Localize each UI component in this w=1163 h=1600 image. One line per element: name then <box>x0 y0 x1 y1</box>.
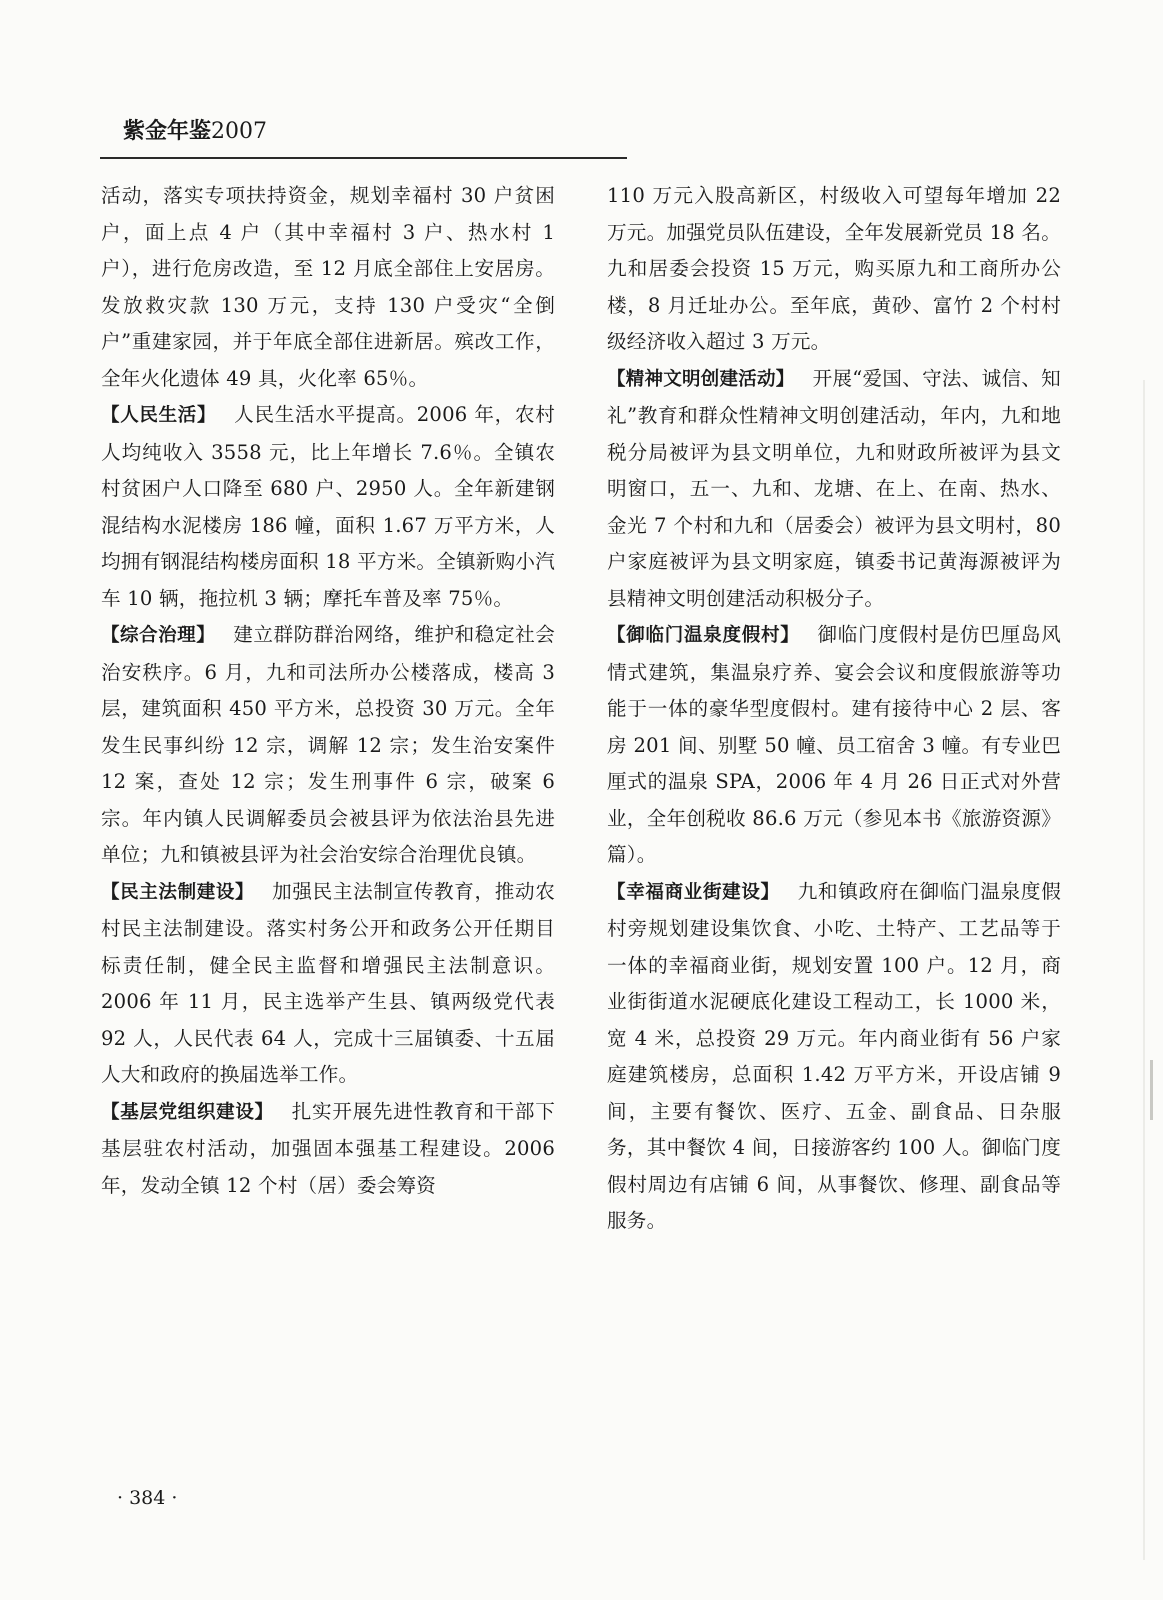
section-keyword: 【人民生活】 <box>101 405 217 426</box>
paragraph-text: 开展“爱国、守法、诚信、知礼”教育和群众性精神文明创建活动，年内，九和地税分局被评为县文明单位，九和财政所被评为县文明窗口，五一、九和、龙塘、在上、在南、热水、金光 7 个村和九和（居委会）被评为县文明村，80 户家庭被评为县文明家庭，镇委书记黄海源被评为县精神文明创建活动积极分子。 <box>607 366 1061 610</box>
right-column <box>607 178 1061 1240</box>
paragraph <box>101 617 555 874</box>
section-keyword: 【御临门温泉度假村】 <box>607 625 800 646</box>
paragraph-text: 建立群防群治网络，维护和稳定社会治安秩序。6 月，九和司法所办公楼落成，楼高 3 层，建筑面积 450 平方米，总投资 30 万元。全年发生民事纠纷 12 宗，调解 12 宗；发生治安案件 12 案，查处 12 宗；发生刑事件 6 宗，破案 6 宗。年内镇人民调解委员会被县评为依法治县先进单位；九和镇被县评为社会治安综合治理优良镇。 <box>101 623 556 866</box>
paragraph-text: 人民生活水平提高。2006 年，农村人均纯收入 3558 元，比上年增长 7.6％。全镇农村贫困户人口降至 680 户、2950 人。全年新建钢混结构水泥楼房 186 幢，面积 1.67 万平方米，人均拥有钢混结构楼房面积 18 平方米。全镇新购小汽车 10 辆，拖拉机 3 辆；摩托车普及率 75％。 <box>101 403 555 610</box>
paragraph <box>607 361 1061 618</box>
paragraph-text: 加强民主法制宣传教育，推动农村民主法制建设。落实村务公开和政务公开任期目标责任制，健全民主监督和增强民主法制意识。2006 年 11 月，民主选举产生县、镇两级党代表 92 人，人民代表 64 人，完成十三届镇委、十五届人大和政府的换届选举工作。 <box>101 879 555 1086</box>
section-keyword: 【民主法制建设】 <box>101 881 255 903</box>
paragraph-text: 九和镇政府在御临门温泉度假村旁规划建设集饮食、小吃、土特产、工艺品等于一体的幸福商业街，规划安置 100 户。12 月，商业街街道水泥硬底化建设工程动工，长 1000 米，宽 4 米，总投资 29 万元。年内商业街有 56 户家庭建筑楼房，总面积 1.42 万平方米，开设店铺 9 间，主要有餐饮、医疗、五金、副食品、日杂服务，其中餐饮 4 间，日接游客约 100 人。御临门度假村周边有店铺 6 间，从事餐饮、修理、副食品等服务。 <box>607 879 1061 1232</box>
yearbook-year: 2007 <box>211 119 268 144</box>
left-column <box>101 178 555 1204</box>
paragraph-text: 活动，落实专项扶持资金，规划幸福村 30 户贫困户，面上点 4 户（其中幸福村 3 户、热水村 1 户），进行危房改造，至 12 月底全部住上安居房。发放救灾款 130 万元，支持 130 户受灾“全倒户”重建家园，并于年底全部住进新居。殡改工作，全年火化遗体 49 具，火化率 65％。 <box>101 184 555 390</box>
paragraph <box>607 874 1061 1240</box>
header-rule <box>100 157 627 159</box>
section-keyword: 【精神文明创建活动】 <box>607 368 795 390</box>
running-header <box>123 118 267 146</box>
paragraph-text: 110 万元入股高新区，村级收入可望每年增加 22 万元。加强党员队伍建设，全年发展新党员 18 名。九和居委会投资 15 万元，购买原九和工商所办公楼，8 月迁址办公。至年底，黄砂、富竹 2 个村村级经济收入超过 3 万元。 <box>607 184 1061 353</box>
paragraph <box>101 1094 555 1205</box>
section-keyword: 【综合治理】 <box>101 625 216 646</box>
paragraph <box>101 874 555 1094</box>
scan-edge-shadow <box>1143 380 1145 1560</box>
section-keyword: 【幸福商业街建设】 <box>607 881 780 903</box>
paragraph <box>607 178 1061 361</box>
scan-edge-mark <box>1150 1060 1153 1120</box>
yearbook-title: 紫金年鉴 <box>123 119 212 144</box>
paragraph <box>101 397 555 617</box>
paragraph <box>101 178 555 397</box>
paragraph-text: 御临门度假村是仿巴厘岛风情式建筑，集温泉疗养、宴会会议和度假旅游等功能于一体的豪华型度假村。建有接待中心 2 层、客房 201 间、别墅 50 幢、员工宿舍 3 幢。有专业巴厘式的温泉 SPA，2006 年 4 月 26 日正式对外营业，全年创税收 86.6 万元（参见本书《旅游资源》篇）。 <box>607 623 1061 866</box>
section-keyword: 【基层党组织建设】 <box>101 1101 274 1123</box>
paragraph-text: 扎实开展先进性教育和干部下基层驻农村活动，加强固本强基工程建设。2006 年，发动全镇 12 个村（居）委会筹资 <box>101 1099 555 1197</box>
page-number: · 384 · <box>117 1487 178 1509</box>
paragraph <box>607 617 1061 874</box>
